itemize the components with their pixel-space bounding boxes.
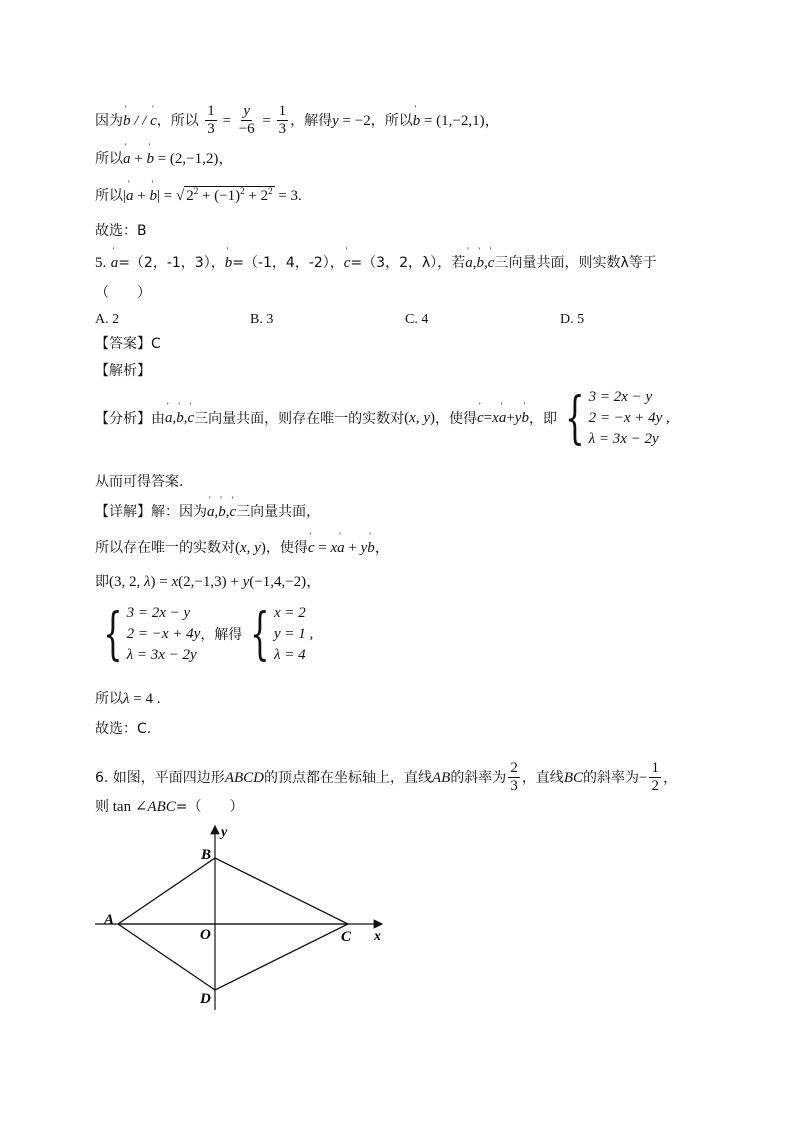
detail-systems: { 3 = 2x − y 2 = −x + 4y λ = 3x − 2y ，解得 { x = 2 y = 1 , λ = 4 [95, 606, 313, 663]
detail-line-5: 所以λ = 4 . [95, 691, 161, 707]
analysis-label: 【解析】 [95, 363, 151, 379]
answer-choice-b: 故选：B [95, 223, 147, 239]
label-b: B [201, 847, 212, 863]
question-6-line-2: 则 tan ∠ABC=（ ） [95, 799, 244, 815]
coordinate-figure [90, 820, 400, 1020]
question-5-stem: 5. ' a=（2，-1，3），' b=（-1，4，-2），' c=（3，2，λ），若' a,' b,' c三向量共面，则实数λ等于 [95, 256, 657, 271]
equation-system-2: { 3 = 2x − y 2 = −x + 4y λ = 3x − 2y [103, 601, 201, 667]
label-x: x [374, 929, 381, 944]
option-c: C. 4 [405, 312, 429, 327]
label-y: y [221, 825, 228, 840]
label-a: A [104, 912, 115, 928]
label-d: D [200, 991, 211, 1007]
option-d: D. 5 [560, 312, 585, 327]
detail-line-1: 【详解】解：因为' a,' b,' c三向量共面， [95, 505, 320, 520]
question-6-stem: 6. 如图，平面四边形ABCD的顶点都在坐标轴上，直线AB的斜率为 $\frac{2}{3}$ ，直线BC的斜率为− $\frac{1}{2}$ ， [95, 760, 678, 795]
equation-system-3: { x = 2 y = 1 , λ = 4 [250, 601, 314, 667]
solution-line-1: 因为' b / / ' c，所以 $\frac{1}{3}$ = $\frac{y}{-6}$ = $\frac{1}{3}$ ，解得y = −2，所以' b = (1,−2,1)， [95, 103, 500, 139]
analysis-line: 【分析】由 ' a , ' b , ' c 三向量共面，则存在唯一的实数对 ( x, y ) ，使得 ' c = x ' a + y ' b ，即 { 3 = 2x − y 2 = −x + 4y , λ = 3x − 2y [95, 390, 670, 447]
question-5-options [95, 312, 715, 328]
option-b: B. 3 [250, 312, 274, 327]
answer-label: 【答案】C [95, 336, 161, 352]
question-5-blank: （ ） [95, 285, 151, 301]
answer-choice-c: 故选：C. [95, 721, 152, 737]
analysis-end: 从而可得答案. [95, 474, 184, 490]
detail-line-2: 所以存在唯一的实数对(x, y)，使得' c = x' a + y' b， [95, 541, 390, 556]
label-o: O [200, 927, 211, 943]
label-c: C [341, 929, 352, 945]
solution-line-2: 所以' a + ' b = (2,−1,2)， [95, 152, 233, 167]
detail-line-3: 即(3, 2, λ) = x(2,−1,3) + y(−1,4,−2)， [95, 574, 322, 590]
equation-system-1: { 3 = 2x − y 2 = −x + 4y , λ = 3x − 2y [564, 385, 670, 451]
solution-line-3: 所以|' a + ' b| = √ $2^2 + (-1)^2 + 2^2 = 3$. [95, 186, 302, 204]
option-a: A. 2 [95, 312, 120, 327]
